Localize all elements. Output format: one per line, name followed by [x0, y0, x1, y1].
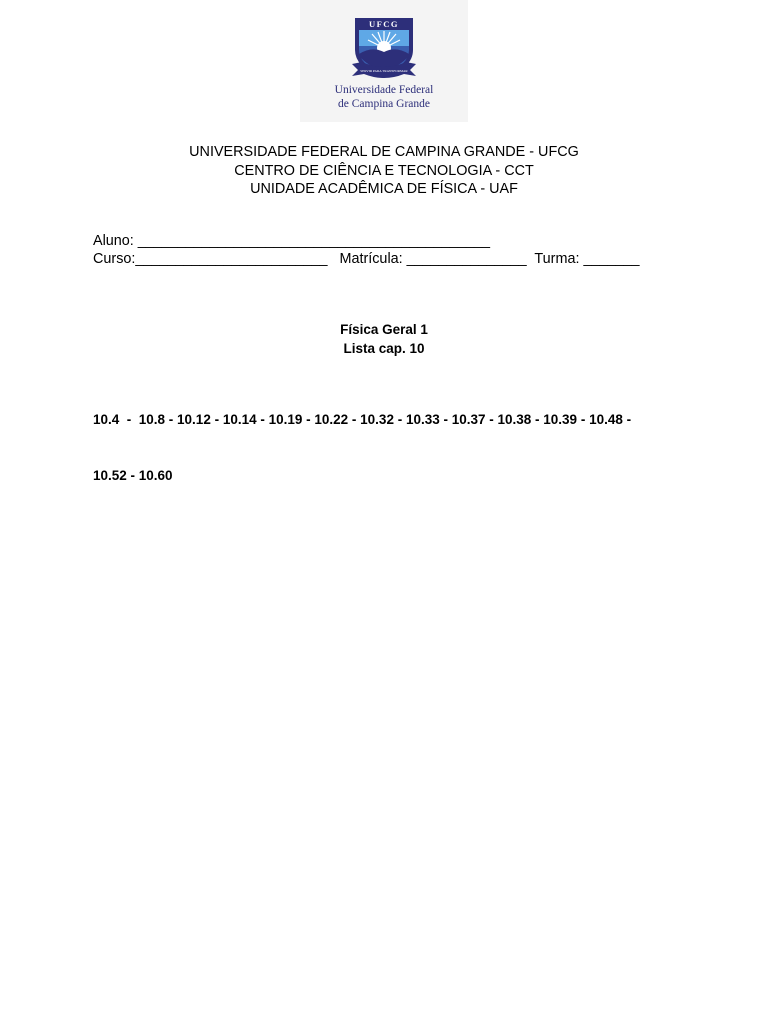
institution-header — [0, 143, 768, 199]
header-unit: UNIDADE ACADÊMICA DE FÍSICA - UAF — [250, 181, 518, 197]
logo-name-line1: Universidade Federal — [334, 84, 434, 96]
curso-matricula-turma-fields: Curso:________________________ Matrícula: _______________ Turma: _______ — [93, 251, 640, 267]
ufcg-shield-emblem — [300, 0, 468, 84]
list-title — [0, 321, 768, 358]
problem-list-line1: 10.4 - 10.8 - 10.12 - 10.14 - 10.19 - 10.22 - 10.32 - 10.33 - 10.37 - 10.38 - 10.39 - 10.48 - — [93, 412, 632, 427]
header-center: CENTRO DE CIÊNCIA E TECNOLOGIA - CCT — [234, 162, 534, 179]
logo-acronym: UFCG — [368, 19, 400, 29]
university-logo — [300, 0, 468, 122]
problem-list — [93, 374, 631, 504]
list-subtitle: Lista cap. 10 — [343, 340, 425, 356]
aluno-field: Aluno: ____________________________________________ — [93, 233, 490, 249]
header-university: UNIVERSIDADE FEDERAL DE CAMPINA GRANDE - UFCG — [189, 144, 579, 160]
logo-name-line2: de Campina Grande — [338, 98, 430, 110]
problem-list-line2: 10.52 - 10.60 — [93, 467, 173, 483]
logo-motto: SERVIR PARA TRANSFORMAR — [360, 69, 408, 73]
course-title: Física Geral 1 — [340, 322, 428, 337]
